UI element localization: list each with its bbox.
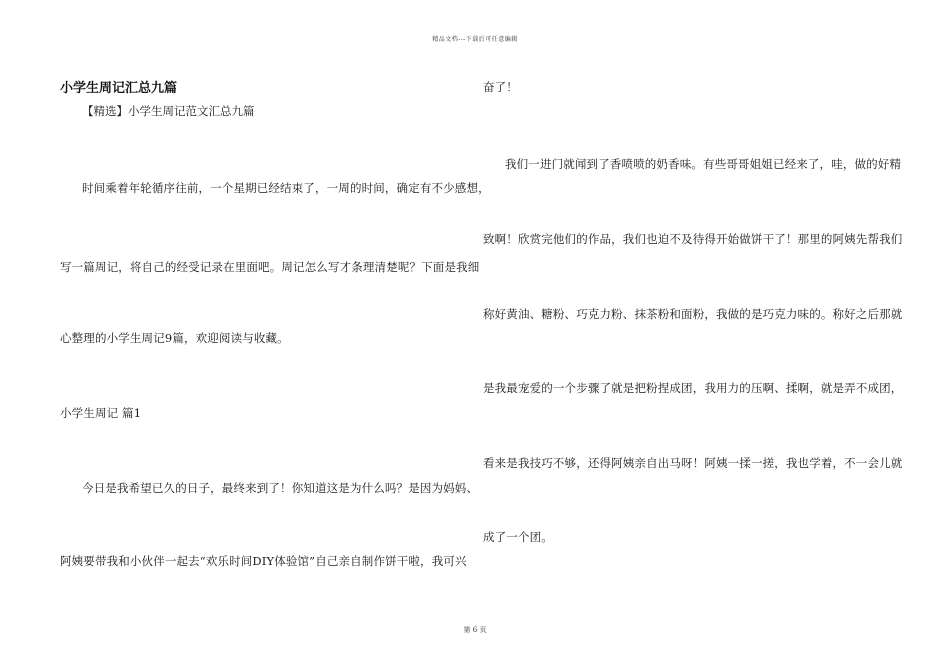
- document-title: 小学生周记汇总九篇: [60, 81, 178, 96]
- paragraph-line: 致啊！欣赏完他们的作品，我们也迫不及待得开始做饼干了！那里的阿姨先帮我们: [483, 232, 903, 246]
- paragraph-line: 今日是我希望已久的日子，最终来到了！你知道这是为什么吗？是因为妈妈、: [82, 481, 479, 495]
- paragraph-line: 称好黄油、糖粉、巧克力粉、抹茶粉和面粉，我做的是巧克力味的。称好之后那就: [483, 307, 903, 321]
- paragraph-line: 写一篇周记，将自己的经受记录在里面吧。周记怎么写才条理清楚呢？下面是我细: [60, 260, 480, 274]
- paragraph-line: 成了一个团。: [483, 530, 553, 544]
- page-number: 第 6 页: [463, 626, 487, 634]
- paragraph-line: 我们一进门就闻到了香喷喷的奶香味。有些哥哥姐姐已经来了，哇，做的好精: [505, 157, 902, 171]
- document-subtitle: 【精选】小学生周记范文汇总九篇: [82, 104, 255, 118]
- paragraph-line: 时间乘着年轮循序往前，一个星期已经结束了，一周的时间，确定有不少感想，: [82, 181, 490, 195]
- page-header-note: 精品文档---下载后可任意编辑: [432, 36, 518, 43]
- paragraph-line: 阿姨要带我和小伙伴一起去“欢乐时间DIY体验馆”自己亲自制作饼干啦，我可兴: [60, 554, 467, 568]
- paragraph-line: 是我最宠爱的一个步骤了就是把粉捏成团，我用力的压啊、揉啊，就是弄不成团，: [483, 381, 903, 395]
- paragraph-line: 看来是我技巧不够，还得阿姨亲自出马呀！阿姨一揉一搓，我也学着，不一会儿就: [483, 456, 903, 470]
- paragraph-line: 奋了！: [483, 80, 518, 94]
- section-heading: 小学生周记 篇1: [60, 406, 142, 420]
- paragraph-line: 心整理的小学生周记9篇，欢迎阅读与收藏。: [60, 331, 289, 345]
